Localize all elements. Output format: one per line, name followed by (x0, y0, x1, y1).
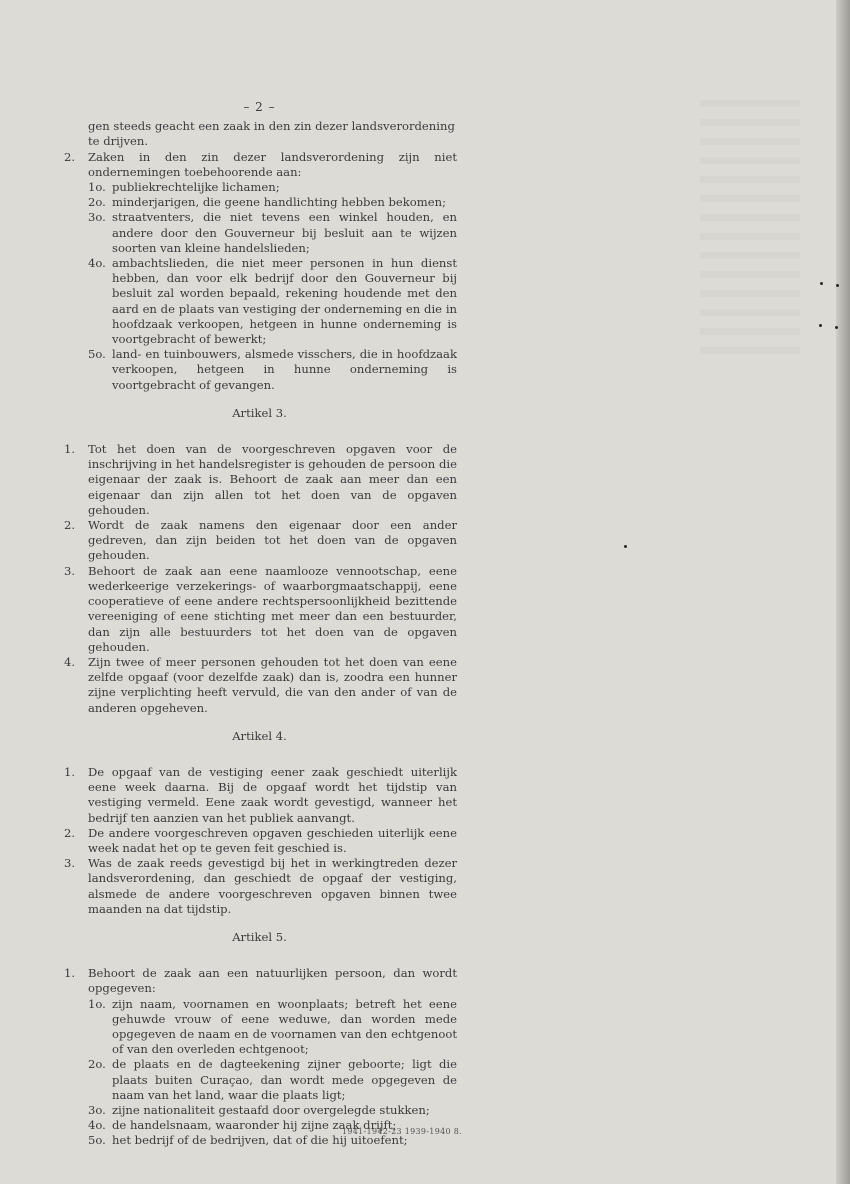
article-3-paragraph (62, 442, 457, 518)
item-number: 4o. (88, 1118, 106, 1133)
item-number: 2o. (88, 1057, 106, 1072)
paragraph-number: 2. (64, 149, 76, 164)
item-text: zijne nationaliteit gestaafd door overgelegde stukken; (112, 1102, 430, 1117)
speck (819, 324, 822, 327)
item-number: 1o. (88, 180, 106, 195)
paragraph-text: Zaken in den zin dezer landsverordening zijn niet ondernemingen toebehoorende aan: (88, 149, 457, 179)
list-item (62, 347, 457, 393)
page-edge (836, 0, 850, 1184)
show-through-text (700, 100, 800, 360)
paragraph-text: Was de zaak reeds gevestigd bij het in werkingtreden dezer landsverordening, dan geschiedt de opgaaf der vestiging, alsmede de andere voorgeschreven opgaven binnen twee maanden na dat tijdstip. (88, 856, 457, 916)
article-3-paragraph (62, 564, 457, 655)
paragraph-number: 1. (64, 966, 76, 981)
speck (820, 282, 823, 285)
list-item (62, 180, 457, 195)
item-text: land- en tuinbouwers, alsmede visschers, die in hoofdzaak verkoopen, hetgeen in hunne onderneming is voortgebracht of gevangen. (112, 347, 457, 392)
item-text: het bedrijf of de bedrijven, dat of die hij uitoefent; (112, 1133, 408, 1148)
item-text: minderjarigen, die geene handlichting hebben bekomen; (112, 195, 446, 210)
item-number: 5o. (88, 347, 106, 362)
article-4-paragraph (62, 765, 457, 826)
paragraph-text: Behoort de zaak aan eene naamlooze vennootschap, eene wederkeerige verzekerings- of waarborgmaatschappij, eene cooperatieve of eene andere rechtspersoonlijkheid bezittende vereeniging of eene stichting met meer dan een bestuurder, dan zijn alle bestuurders tot het doen van de opgaven gehouden. (88, 563, 457, 654)
speck (836, 284, 839, 287)
list-item (62, 1103, 457, 1118)
list-item (62, 256, 457, 347)
item-number: 4o. (88, 256, 106, 271)
paragraph-number: 3. (64, 856, 76, 871)
item-text: de handelsnaam, waaronder hij zijne zaak drijft; (112, 1118, 397, 1133)
paragraph-text: De opgaaf van de vestiging eener zaak geschiedt uiterlijk eene week daarna. Bij de opgaaf wordt het tijdstip van vestiging vermeld. Eene zaak wordt gevestigd, wanneer het bedrijf ten aanzien van het publiek aanvangt. (88, 764, 457, 825)
paragraph-text: Tot het doen van de voorgeschreven opgaven voor de inschrijving in het handelsregister is gehouden de persoon die eigenaar der zaak is. Behoort de zaak aan meer dan een eigenaar dan zijn allen tot het doen van de opgaven gehouden. (88, 442, 457, 517)
article-4-paragraph (62, 856, 457, 917)
item-number: 3o. (88, 1102, 106, 1117)
article-5-paragraph-1 (62, 966, 457, 996)
item-number: 1o. (88, 996, 106, 1011)
paragraph-text: Wordt de zaak namens den eigenaar door een ander gedreven, dan zijn beiden tot het doen van de opgaven gehouden. (88, 518, 457, 563)
paragraph-number: 1. (64, 764, 76, 779)
paragraph-number: 1. (64, 442, 76, 457)
intro-line: gen steeds geacht een zaak in den zin dezer landsverordening (88, 119, 455, 134)
intro-line: te drijven. (88, 134, 149, 149)
list-item (62, 1057, 457, 1103)
page-number: – 2 – (243, 100, 276, 114)
paragraph-text: De andere voorgeschreven opgaven geschieden uiterlijk eene week nadat het op te geven feit geschied is. (88, 825, 457, 855)
item-text: straatventers, die niet tevens een winkel houden, en andere door den Gouverneur bij besluit aan te wijzen soorten van kleine handelslieden; (112, 210, 457, 255)
list-item (62, 997, 457, 1058)
paragraph-text: Behoort de zaak aan een natuurlijken persoon, dan wordt opgegeven: (88, 966, 457, 996)
item-number: 2o. (88, 195, 106, 210)
speck (624, 545, 627, 548)
list-item (62, 210, 457, 256)
item-number: 5o. (88, 1133, 106, 1148)
article-3-paragraph (62, 655, 457, 716)
paragraph-text: Zijn twee of meer personen gehouden tot het doen van eene zelfde opgaaf (voor dezelfde zaak) dan is, zoodra een hunner zijne verplichting heeft vervuld, die van den ander of van de anderen opgeheven. (88, 654, 457, 715)
item-text: de plaats en de dagteekening zijner geboorte; ligt die plaats buiten Curaçao, dan wordt mede opgegeven de naam van het land, waar die plaats ligt; (112, 1057, 457, 1102)
item-number: 3o. (88, 210, 106, 225)
article-4-heading: Artikel 4. (232, 728, 287, 743)
intro-text (62, 119, 457, 149)
document-body (62, 100, 457, 1149)
article-3-heading: Artikel 3. (232, 405, 287, 420)
item-text: publiekrechtelijke lichamen; (112, 180, 280, 195)
article-2-paragraph-2 (62, 150, 457, 180)
item-text: zijn naam, voornamen en woonplaats; betreft het eene gehuwde vrouw of eene weduwe, dan worden mede opgegeven de naam en de voornamen van den echtgenoot of van den overleden echtgenoot; (112, 996, 457, 1057)
paragraph-number: 2. (64, 825, 76, 840)
list-item (62, 195, 457, 210)
paragraph-number: 4. (64, 654, 76, 669)
speck (835, 326, 838, 329)
article-5-heading: Artikel 5. (232, 929, 287, 944)
article-3-paragraph (62, 518, 457, 564)
paragraph-number: 3. (64, 563, 76, 578)
paragraph-number: 2. (64, 518, 76, 533)
printer-footer: 1941-1942-23 1939-1940 8. (342, 1127, 462, 1136)
item-text: ambachtslieden, die niet meer personen in hun dienst hebben, dan voor elk bedrijf door den Gouverneur bij besluit zal worden bepaald, rekening houdende met den aard en de plaats van vestiging der onderneming en die in hoofdzaak verkoopen, hetgeen in hunne onderneming is voortgebracht of bewerkt; (112, 256, 457, 347)
article-4-paragraph (62, 826, 457, 856)
